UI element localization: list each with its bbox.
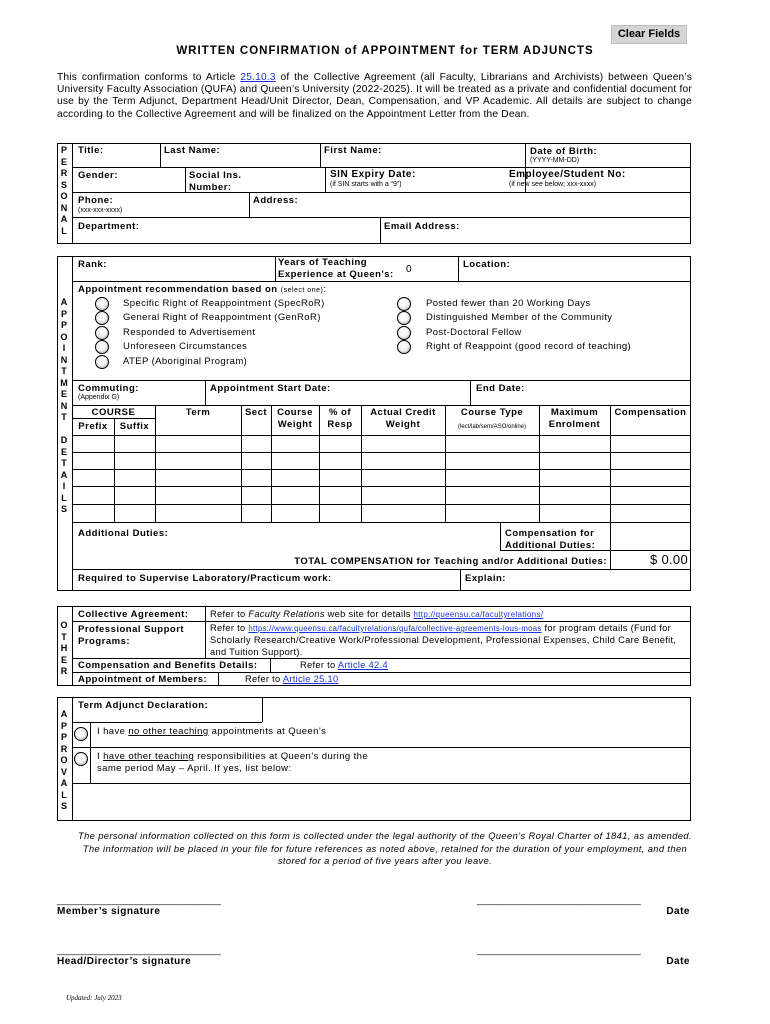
department-label: Department: (78, 221, 140, 232)
additional-duties-label: Additional Duties: (78, 528, 169, 539)
course-type-hint: (lect/lab/sem/ASO/online) (457, 424, 527, 430)
opt2-post: responsibilities at Queen’s during the same period May – April. If yes, list below: (97, 751, 369, 774)
appointment-members-text (245, 674, 338, 684)
sin-expiry-hint: (if SIN starts with a “9”) (330, 181, 402, 188)
recommendation-radio[interactable] (95, 355, 109, 369)
side-letter: D (60, 435, 68, 445)
dob-label: Date of Birth: (530, 146, 598, 157)
recommendation-option-label: Specific Right of Reappointment (SpecRoR) (123, 298, 325, 309)
actual-credit-header: Actual Credit Weight (370, 407, 436, 430)
opt1-post: appointments at Queen’s (208, 726, 327, 737)
course-weight-header: Course Weight (277, 407, 313, 430)
side-letter: T (61, 458, 67, 468)
select-one-hint: (select one) (280, 287, 324, 294)
side-letter: O (60, 331, 68, 342)
side-letter: L (61, 789, 67, 800)
recommendation-option-label: Distinguished Member of the Community (426, 312, 613, 324)
side-letter: P (60, 320, 67, 330)
side-letter: N (60, 202, 68, 213)
pct-resp-header: % of Resp (327, 407, 353, 430)
intro-text-1: This confirmation conforms to Article (57, 72, 241, 83)
side-letter: S (60, 179, 67, 190)
prefix-header: Prefix (78, 421, 108, 432)
side-letter: L (61, 492, 67, 503)
recommendation-option-label: Post-Doctoral Fellow (426, 326, 522, 338)
collective-agreements-link[interactable]: https://www.queensu.ca/facultyrelations/qufa/collective-agreements-lous-moas (248, 624, 542, 633)
comp-benefits-text (300, 660, 388, 670)
side-letter: A (60, 469, 68, 480)
side-letter: P (60, 145, 67, 155)
first-name-label: First Name: (324, 145, 382, 156)
recommendation-label: Appointment recommendation based on (78, 284, 278, 295)
side-letter: S (60, 801, 67, 811)
side-letter: O (60, 191, 68, 201)
opt1-underlined: no other teaching (128, 726, 209, 737)
head-signature-label: Head/Director’s signature (57, 956, 192, 967)
side-letter: P (60, 732, 67, 742)
side-letter: M (60, 377, 68, 388)
am-text: Refer to (245, 674, 283, 684)
phone-label: Phone: (78, 195, 114, 206)
collective-agreement-label: Collective Agreement: (78, 609, 189, 620)
head-date-line: _______________________________ (477, 945, 641, 956)
head-date-label: Date (666, 956, 690, 967)
side-letter: O (60, 620, 68, 630)
faculty-relations-link[interactable]: http://queensu.ca/facultyrelations/ (413, 610, 544, 619)
have-other-teaching-radio[interactable] (74, 752, 88, 766)
member-date-line: _______________________________ (477, 895, 641, 906)
recommendation-radio[interactable] (397, 326, 411, 340)
commuting-hint: (Appendix G) (78, 394, 120, 401)
other-side-label (59, 620, 69, 678)
recommendation-option-label: Right of Reappoint (good record of teaching) (426, 341, 632, 353)
member-signature-label: Member’s signature (57, 906, 161, 917)
side-letter (59, 424, 69, 436)
psp-text-a: Refer to (210, 623, 249, 633)
side-letter: T (61, 412, 67, 422)
supervise-label: Required to Supervise Laboratory/Practicum work: (78, 573, 332, 584)
suffix-header: Suffix (119, 421, 150, 432)
side-letter: I (62, 343, 66, 353)
title-input[interactable] (100, 146, 155, 164)
recommendation-option-label: ATEP (Aboriginal Program) (123, 355, 248, 367)
sin-expiry-label: SIN Expiry Date: (330, 169, 416, 180)
max-enrolment-header: Maximum Enrolment (548, 407, 601, 430)
employee-number-hint: (if new see below; xxx-xxxx) (509, 181, 597, 188)
appointment-members-label: Appointment of Members: (78, 674, 208, 685)
updated-note: Updated: July 2023 (66, 994, 122, 1002)
psp-text-b: for program details (Fund for Scholarly Research/Creative Work/Professional Development, Professional Expenses, Child Care Benefit, and Tuition Support). (210, 623, 677, 657)
professional-support-label: Professional Support Programs: (78, 624, 185, 647)
form-title: WRITTEN CONFIRMATION of APPOINTMENT for TERM ADJUNCTS (176, 45, 594, 57)
clear-fields-button[interactable]: Clear Fields (611, 25, 687, 44)
privacy-notice: The personal information collected on this form is collected under the legal authority of the Queen’s Royal Charter of 1841, as amended. The information will be placed in your file for future references as noted above, retained for the duration of your employment, and then stored for a period of five years after you leave. (78, 831, 692, 866)
side-letter: R (60, 666, 68, 676)
course-type-header: Course Type (460, 407, 524, 418)
title-field-label: Title: (78, 145, 104, 156)
side-letter: L (61, 225, 67, 236)
location-label: Location: (463, 259, 511, 270)
recommendation-option-label: General Right of Reappointment (GenRoR) (123, 312, 321, 324)
side-letter: P (60, 308, 67, 319)
recommendation-radio[interactable] (397, 297, 411, 311)
side-letter: T (61, 366, 67, 376)
compensation-additional-label: Compensation for Additional Duties: (505, 528, 596, 551)
sect-header: Sect (244, 407, 268, 418)
recommendation-option-label: Posted fewer than 20 Working Days (426, 298, 591, 309)
article-42-link[interactable]: Article 42.4 (337, 660, 388, 670)
member-date-label: Date (666, 906, 690, 917)
employee-number-label: Employee/Student No: (509, 169, 626, 180)
article-25-link[interactable]: Article 25.10 (282, 674, 339, 684)
ca-text-c: web site for details (324, 609, 414, 619)
professional-support-text (210, 623, 688, 658)
side-letter: R (60, 168, 68, 178)
side-letter: E (60, 654, 67, 665)
side-letter: E (60, 156, 67, 167)
article-link[interactable]: 25.10.3 (240, 72, 276, 83)
gender-label: Gender: (78, 170, 118, 181)
explain-label: Explain: (465, 573, 506, 584)
address-label: Address: (253, 195, 299, 206)
dob-hint: (YYYY-MM-DD) (530, 157, 580, 164)
years-teaching-label: Years of Teaching Experience at Queen's: (278, 257, 394, 280)
appointment-side-label (59, 297, 69, 516)
recommendation-heading: Appointment recommendation based on (select one): (78, 284, 327, 295)
years-teaching-value[interactable]: 0 (406, 264, 412, 275)
ca-text-a: Refer to (210, 609, 249, 619)
comp-benefits-label: Compensation and Benefits Details: (78, 660, 258, 671)
side-letter: R (60, 743, 68, 754)
no-other-teaching-radio[interactable] (74, 727, 88, 741)
opt2-pre: I (97, 751, 104, 762)
cb-text: Refer to (300, 660, 338, 670)
side-letter: H (60, 643, 68, 653)
side-letter: N (60, 354, 68, 365)
opt1-pre: I have (97, 726, 129, 737)
side-letter: A (60, 709, 68, 719)
approvals-side-label (59, 709, 69, 813)
recommendation-option-label: Responded to Advertisement (123, 326, 256, 338)
intro-text-2: of the Collective Agreement (all Faculty, Librarians and Archivists) between Queen’s University Faculty Association (QUFA) and Queen’s University (2022-2025). It will be treated as a private and confidential document for use by the Term Adjunct, Department Head/Unit Director, Dean, Compensation, and VP Academic. All details are subject to change according to the Collective Agreement and will be finalized on the Appointment Letter from the Dean. (57, 72, 692, 120)
side-letter: S (60, 504, 67, 514)
side-letter: E (60, 389, 67, 399)
side-letter: N (60, 400, 68, 411)
have-other-teaching-label (97, 751, 377, 775)
side-letter: I (62, 481, 66, 491)
side-letter: A (60, 778, 68, 788)
declaration-label: Term Adjunct Declaration: (78, 700, 209, 711)
recommendation-radio[interactable] (95, 297, 109, 311)
side-letter: O (60, 755, 68, 765)
intro-paragraph (57, 72, 692, 121)
total-compensation-label: TOTAL COMPENSATION for Teaching and/or Additional Duties: (294, 556, 607, 567)
commuting-label: Commuting: (78, 383, 139, 394)
no-other-teaching-label (97, 726, 326, 737)
collective-agreement-text (210, 609, 543, 619)
side-letter: T (61, 631, 67, 642)
side-letter: A (60, 214, 68, 224)
head-signature-line: _______________________________ (57, 945, 221, 956)
recommendation-option-label: Unforeseen Circumstances (123, 341, 248, 353)
side-letter: P (60, 720, 67, 731)
compensation-header: Compensation (614, 407, 687, 418)
member-signature-line: _______________________________ (57, 895, 221, 906)
course-header: COURSE (91, 407, 136, 418)
total-compensation-value[interactable]: $ 0.00 (650, 552, 688, 567)
side-letter: E (60, 446, 67, 457)
start-date-label: Appointment Start Date: (210, 383, 331, 394)
recommendation-radio[interactable] (95, 326, 109, 340)
opt2-underlined: have other teaching (103, 751, 195, 762)
last-name-label: Last Name: (164, 145, 221, 156)
ca-text-b: Faculty Relations (248, 609, 325, 619)
term-header: Term (185, 407, 211, 418)
side-letter: V (60, 766, 67, 777)
phone-hint: (xxx-xxx-xxxx) (78, 207, 123, 214)
sin-label: Social Ins. Number: (189, 170, 242, 193)
rank-label: Rank: (78, 259, 107, 270)
personal-side-label (59, 145, 69, 237)
side-letter: A (60, 297, 68, 307)
email-label: Email Address: (384, 221, 460, 232)
end-date-label: End Date: (476, 383, 525, 394)
